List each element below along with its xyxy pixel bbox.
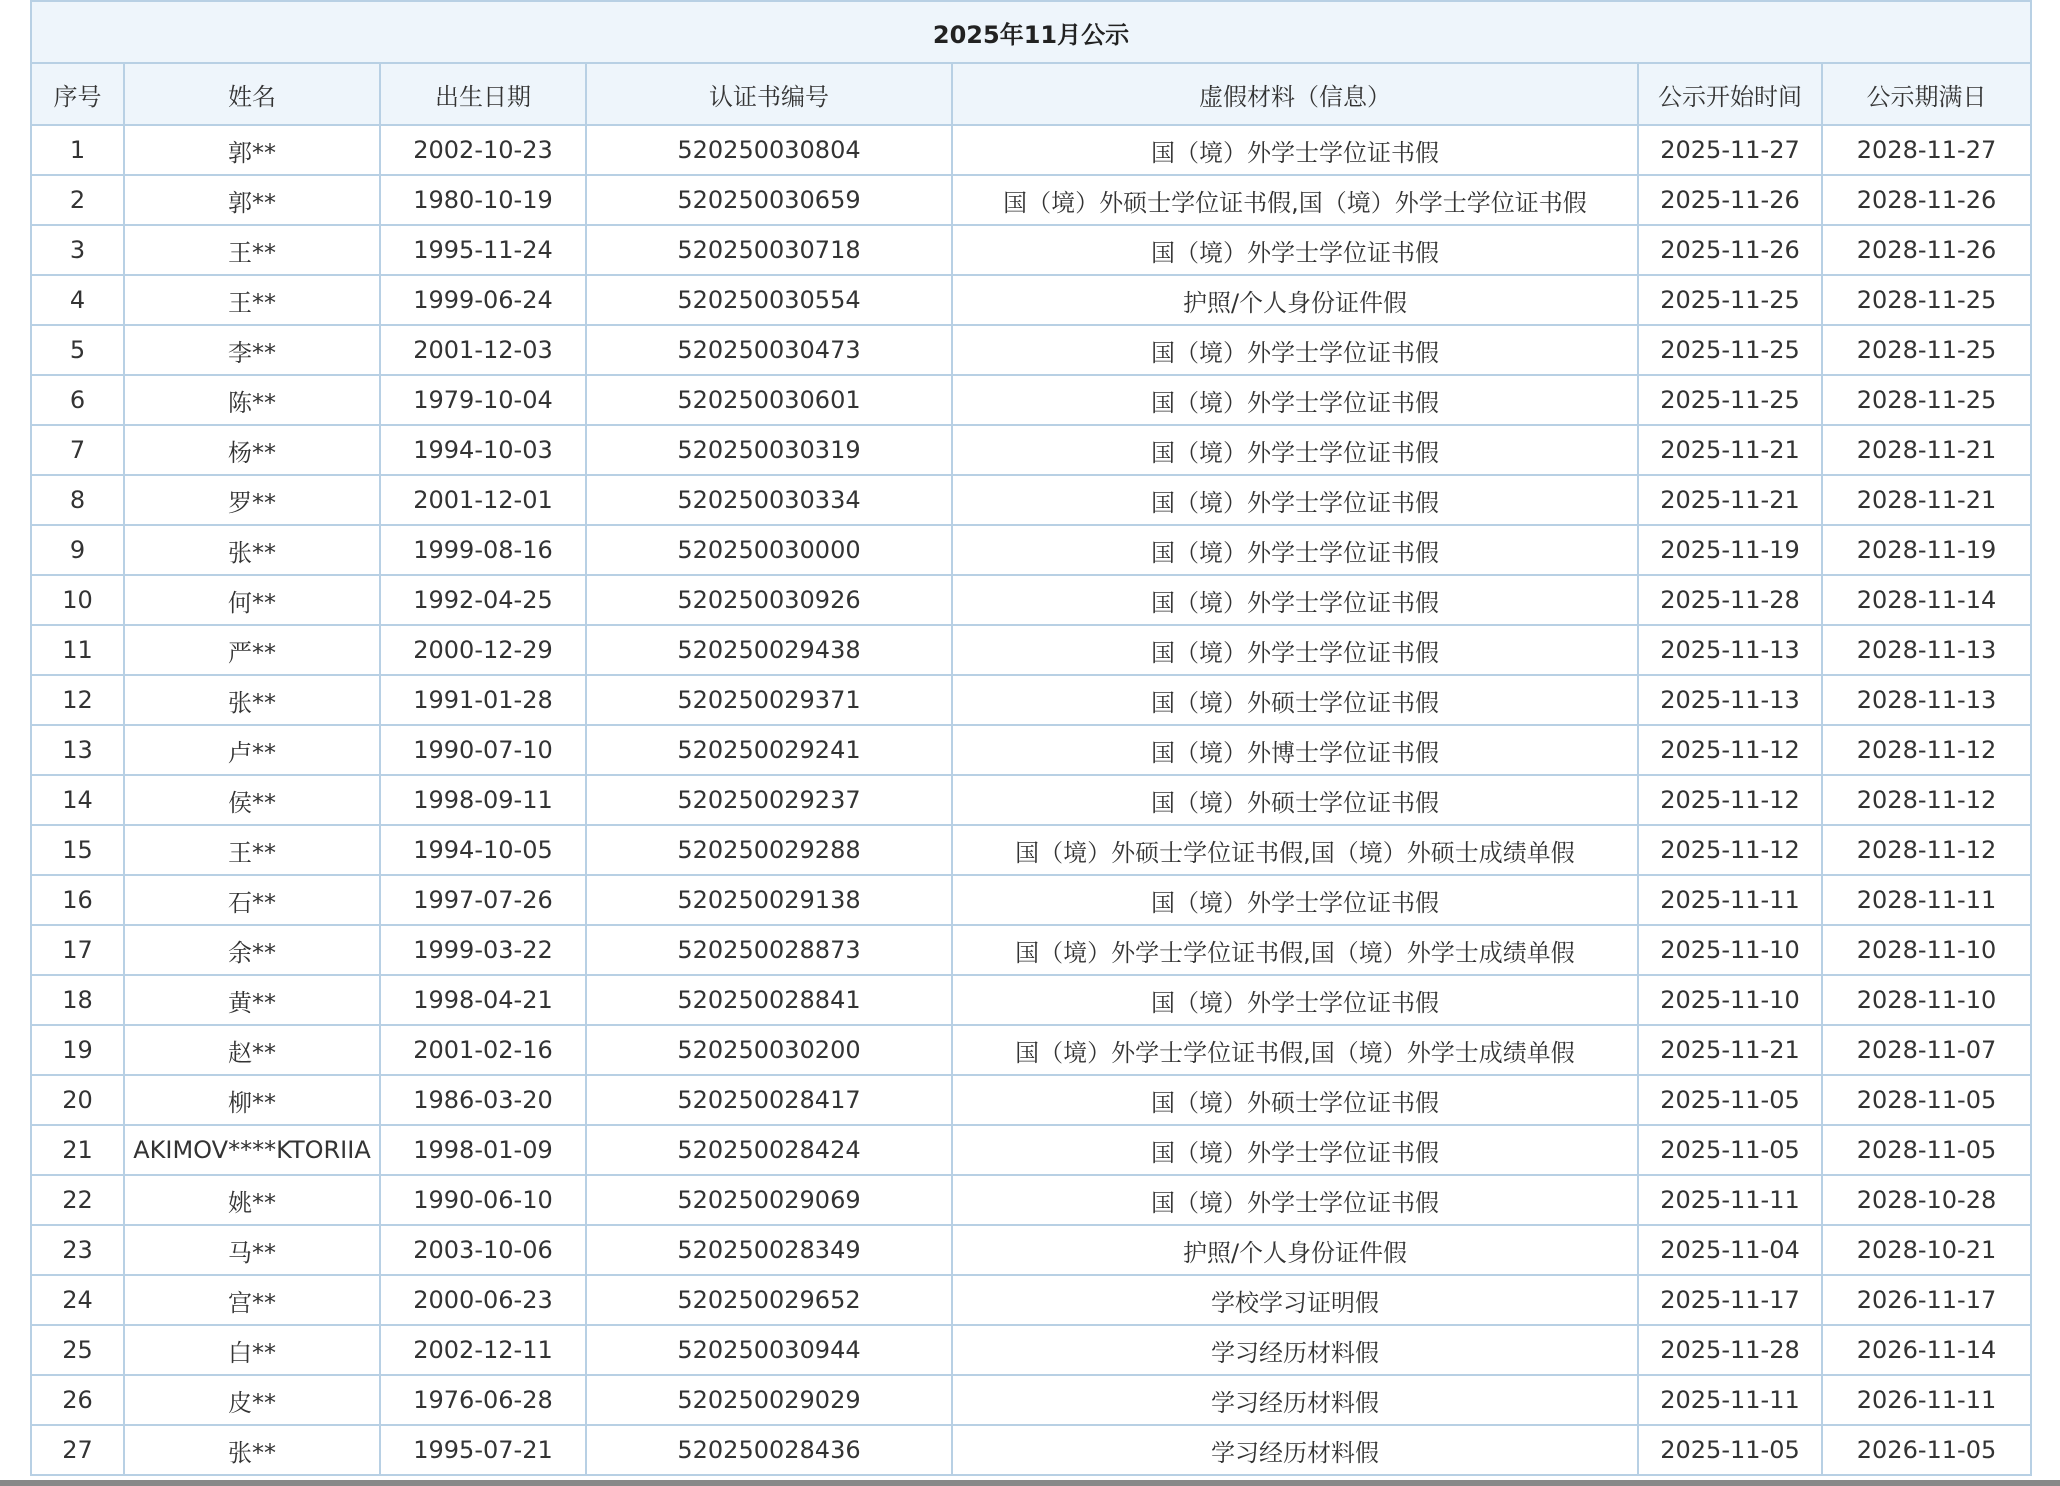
cell-certificate-number: 520250028841 (586, 975, 952, 1025)
cell-notice-end: 2028-11-05 (1822, 1125, 2031, 1175)
cell-notice-end: 2028-11-12 (1822, 825, 2031, 875)
cell-certificate-number: 520250029069 (586, 1175, 952, 1225)
cell-name: 张** (124, 1425, 380, 1475)
table-row (31, 1375, 2031, 1425)
cell-false-material: 国（境）外学士学位证书假 (952, 875, 1638, 925)
cell-certificate-number: 520250030601 (586, 375, 952, 425)
notice-table-container (30, 0, 2030, 1476)
cell-name: 郭** (124, 175, 380, 225)
table-row (31, 225, 2031, 275)
header-birth-date: 出生日期 (380, 63, 586, 125)
cell-birth-date: 2001-12-03 (380, 325, 586, 375)
cell-certificate-number: 520250029288 (586, 825, 952, 875)
cell-notice-end: 2028-11-10 (1822, 975, 2031, 1025)
cell-notice-end: 2028-11-21 (1822, 425, 2031, 475)
cell-birth-date: 1980-10-19 (380, 175, 586, 225)
cell-certificate-number: 520250029652 (586, 1275, 952, 1325)
cell-notice-start: 2025-11-10 (1638, 925, 1822, 975)
cell-notice-end: 2028-10-21 (1822, 1225, 2031, 1275)
cell-notice-end: 2028-11-13 (1822, 625, 2031, 675)
cell-birth-date: 2001-12-01 (380, 475, 586, 525)
cell-name: 郭** (124, 125, 380, 175)
cell-name: 李** (124, 325, 380, 375)
cell-false-material: 护照/个人身份证件假 (952, 275, 1638, 325)
cell-notice-start: 2025-11-12 (1638, 825, 1822, 875)
header-notice-start: 公示开始时间 (1638, 63, 1822, 125)
table-row (31, 1075, 2031, 1125)
cell-false-material: 国（境）外学士学位证书假 (952, 125, 1638, 175)
cell-certificate-number: 520250029438 (586, 625, 952, 675)
cell-false-material: 国（境）外硕士学位证书假 (952, 675, 1638, 725)
cell-birth-date: 1990-06-10 (380, 1175, 586, 1225)
table-row (31, 375, 2031, 425)
cell-false-material: 国（境）外学士学位证书假 (952, 1175, 1638, 1225)
cell-certificate-number: 520250030554 (586, 275, 952, 325)
table-row (31, 925, 2031, 975)
cell-certificate-number: 520250030334 (586, 475, 952, 525)
cell-birth-date: 1999-06-24 (380, 275, 586, 325)
cell-index: 4 (31, 275, 124, 325)
cell-certificate-number: 520250028436 (586, 1425, 952, 1475)
cell-notice-start: 2025-11-25 (1638, 325, 1822, 375)
cell-false-material: 国（境）外学士学位证书假 (952, 975, 1638, 1025)
cell-index: 11 (31, 625, 124, 675)
table-caption-row (31, 1, 2031, 63)
cell-notice-start: 2025-11-12 (1638, 725, 1822, 775)
cell-false-material: 国（境）外博士学位证书假 (952, 725, 1638, 775)
cell-index: 18 (31, 975, 124, 1025)
table-row (31, 1025, 2031, 1075)
cell-index: 19 (31, 1025, 124, 1075)
cell-notice-start: 2025-11-25 (1638, 375, 1822, 425)
table-row (31, 875, 2031, 925)
cell-birth-date: 1998-09-11 (380, 775, 586, 825)
cell-birth-date: 1995-11-24 (380, 225, 586, 275)
table-row (31, 775, 2031, 825)
cell-index: 6 (31, 375, 124, 425)
cell-name: 王** (124, 225, 380, 275)
cell-notice-end: 2028-11-11 (1822, 875, 2031, 925)
cell-index: 26 (31, 1375, 124, 1425)
cell-birth-date: 2002-10-23 (380, 125, 586, 175)
cell-notice-start: 2025-11-11 (1638, 875, 1822, 925)
table-row (31, 325, 2031, 375)
cell-false-material: 国（境）外学士学位证书假 (952, 425, 1638, 475)
cell-certificate-number: 520250030718 (586, 225, 952, 275)
cell-birth-date: 2001-02-16 (380, 1025, 586, 1075)
cell-name: 黄** (124, 975, 380, 1025)
cell-index: 3 (31, 225, 124, 275)
cell-notice-start: 2025-11-05 (1638, 1425, 1822, 1475)
header-name: 姓名 (124, 63, 380, 125)
cell-certificate-number: 520250030200 (586, 1025, 952, 1075)
cell-certificate-number: 520250030000 (586, 525, 952, 575)
cell-index: 23 (31, 1225, 124, 1275)
cell-index: 14 (31, 775, 124, 825)
cell-notice-end: 2028-11-10 (1822, 925, 2031, 975)
table-row (31, 475, 2031, 525)
table-row (31, 425, 2031, 475)
cell-name: 赵** (124, 1025, 380, 1075)
cell-notice-end: 2028-11-27 (1822, 125, 2031, 175)
cell-name: 罗** (124, 475, 380, 525)
cell-false-material: 护照/个人身份证件假 (952, 1225, 1638, 1275)
cell-birth-date: 2000-06-23 (380, 1275, 586, 1325)
cell-certificate-number: 520250029138 (586, 875, 952, 925)
cell-false-material: 国（境）外学士学位证书假 (952, 525, 1638, 575)
table-row (31, 675, 2031, 725)
cell-birth-date: 1979-10-04 (380, 375, 586, 425)
cell-notice-start: 2025-11-05 (1638, 1075, 1822, 1125)
cell-index: 1 (31, 125, 124, 175)
cell-name: 宫** (124, 1275, 380, 1325)
cell-notice-start: 2025-11-04 (1638, 1225, 1822, 1275)
cell-name: 陈** (124, 375, 380, 425)
cell-notice-end: 2028-11-25 (1822, 275, 2031, 325)
cell-index: 7 (31, 425, 124, 475)
table-row (31, 825, 2031, 875)
cell-false-material: 国（境）外学士学位证书假 (952, 375, 1638, 425)
table-row (31, 1275, 2031, 1325)
cell-index: 24 (31, 1275, 124, 1325)
cell-name: 白** (124, 1325, 380, 1375)
cell-name: 严** (124, 625, 380, 675)
bottom-divider (0, 1480, 2060, 1486)
table-row (31, 175, 2031, 225)
cell-certificate-number: 520250030473 (586, 325, 952, 375)
cell-name: 皮** (124, 1375, 380, 1425)
cell-false-material: 国（境）外学士学位证书假 (952, 225, 1638, 275)
cell-index: 9 (31, 525, 124, 575)
cell-birth-date: 1998-04-21 (380, 975, 586, 1025)
cell-notice-end: 2026-11-14 (1822, 1325, 2031, 1375)
cell-index: 8 (31, 475, 124, 525)
cell-notice-end: 2028-11-19 (1822, 525, 2031, 575)
cell-name: 石** (124, 875, 380, 925)
table-row (31, 1225, 2031, 1275)
table-row (31, 725, 2031, 775)
cell-certificate-number: 520250029241 (586, 725, 952, 775)
cell-notice-start: 2025-11-19 (1638, 525, 1822, 575)
cell-notice-start: 2025-11-11 (1638, 1175, 1822, 1225)
cell-name: 卢** (124, 725, 380, 775)
cell-notice-start: 2025-11-10 (1638, 975, 1822, 1025)
cell-certificate-number: 520250028424 (586, 1125, 952, 1175)
cell-false-material: 学习经历材料假 (952, 1325, 1638, 1375)
cell-name: 张** (124, 675, 380, 725)
cell-name: 姚** (124, 1175, 380, 1225)
cell-notice-start: 2025-11-12 (1638, 775, 1822, 825)
cell-certificate-number: 520250030944 (586, 1325, 952, 1375)
cell-notice-start: 2025-11-28 (1638, 575, 1822, 625)
cell-notice-end: 2028-11-13 (1822, 675, 2031, 725)
table-row (31, 125, 2031, 175)
cell-birth-date: 1991-01-28 (380, 675, 586, 725)
cell-birth-date: 1986-03-20 (380, 1075, 586, 1125)
cell-name: 马** (124, 1225, 380, 1275)
notice-table (30, 0, 2032, 1476)
header-index: 序号 (31, 63, 124, 125)
cell-notice-end: 2028-11-14 (1822, 575, 2031, 625)
cell-name: 王** (124, 275, 380, 325)
cell-birth-date: 1990-07-10 (380, 725, 586, 775)
cell-notice-end: 2026-11-17 (1822, 1275, 2031, 1325)
cell-notice-start: 2025-11-17 (1638, 1275, 1822, 1325)
cell-certificate-number: 520250030804 (586, 125, 952, 175)
cell-name: 余** (124, 925, 380, 975)
cell-index: 21 (31, 1125, 124, 1175)
cell-notice-start: 2025-11-28 (1638, 1325, 1822, 1375)
header-notice-end: 公示期满日 (1822, 63, 2031, 125)
cell-notice-start: 2025-11-25 (1638, 275, 1822, 325)
cell-name: 杨** (124, 425, 380, 475)
cell-notice-end: 2028-11-25 (1822, 325, 2031, 375)
cell-false-material: 国（境）外学士学位证书假 (952, 625, 1638, 675)
cell-notice-end: 2028-11-26 (1822, 175, 2031, 225)
cell-false-material: 国（境）外学士学位证书假 (952, 1125, 1638, 1175)
cell-false-material: 学校学习证明假 (952, 1275, 1638, 1325)
cell-false-material: 国（境）外学士学位证书假,国（境）外学士成绩单假 (952, 1025, 1638, 1075)
cell-notice-start: 2025-11-13 (1638, 625, 1822, 675)
cell-notice-end: 2028-11-25 (1822, 375, 2031, 425)
cell-false-material: 学习经历材料假 (952, 1375, 1638, 1425)
cell-notice-end: 2028-11-12 (1822, 775, 2031, 825)
cell-certificate-number: 520250030319 (586, 425, 952, 475)
cell-false-material: 学习经历材料假 (952, 1425, 1638, 1475)
table-header-row (31, 63, 2031, 125)
cell-false-material: 国（境）外学士学位证书假 (952, 475, 1638, 525)
cell-index: 13 (31, 725, 124, 775)
cell-false-material: 国（境）外学士学位证书假,国（境）外学士成绩单假 (952, 925, 1638, 975)
cell-index: 5 (31, 325, 124, 375)
cell-birth-date: 1998-01-09 (380, 1125, 586, 1175)
cell-false-material: 国（境）外硕士学位证书假 (952, 775, 1638, 825)
cell-false-material: 国（境）外学士学位证书假 (952, 325, 1638, 375)
header-certificate-number: 认证书编号 (586, 63, 952, 125)
cell-birth-date: 1992-04-25 (380, 575, 586, 625)
cell-notice-start: 2025-11-27 (1638, 125, 1822, 175)
cell-index: 16 (31, 875, 124, 925)
cell-certificate-number: 520250029029 (586, 1375, 952, 1425)
table-row (31, 525, 2031, 575)
cell-index: 2 (31, 175, 124, 225)
table-body (31, 125, 2031, 1475)
header-false-material: 虚假材料（信息） (952, 63, 1638, 125)
cell-notice-end: 2026-11-05 (1822, 1425, 2031, 1475)
cell-notice-start: 2025-11-11 (1638, 1375, 1822, 1425)
table-row (31, 1175, 2031, 1225)
table-row (31, 575, 2031, 625)
cell-notice-start: 2025-11-13 (1638, 675, 1822, 725)
cell-name: 张** (124, 525, 380, 575)
cell-notice-end: 2028-11-07 (1822, 1025, 2031, 1075)
cell-index: 12 (31, 675, 124, 725)
cell-false-material: 国（境）外硕士学位证书假,国（境）外硕士成绩单假 (952, 825, 1638, 875)
cell-birth-date: 1999-08-16 (380, 525, 586, 575)
cell-certificate-number: 520250030659 (586, 175, 952, 225)
table-row (31, 1425, 2031, 1475)
cell-notice-end: 2028-10-28 (1822, 1175, 2031, 1225)
cell-certificate-number: 520250029237 (586, 775, 952, 825)
cell-certificate-number: 520250028417 (586, 1075, 952, 1125)
cell-index: 22 (31, 1175, 124, 1225)
cell-index: 17 (31, 925, 124, 975)
table-row (31, 975, 2031, 1025)
cell-notice-end: 2028-11-21 (1822, 475, 2031, 525)
cell-notice-start: 2025-11-21 (1638, 425, 1822, 475)
cell-name: AKIMOV****KTORIIA (124, 1125, 380, 1175)
cell-false-material: 国（境）外硕士学位证书假 (952, 1075, 1638, 1125)
cell-name: 王** (124, 825, 380, 875)
cell-notice-start: 2025-11-26 (1638, 225, 1822, 275)
cell-certificate-number: 520250028873 (586, 925, 952, 975)
cell-notice-start: 2025-11-21 (1638, 475, 1822, 525)
cell-notice-end: 2028-11-05 (1822, 1075, 2031, 1125)
cell-birth-date: 1994-10-03 (380, 425, 586, 475)
cell-name: 何** (124, 575, 380, 625)
cell-birth-date: 1997-07-26 (380, 875, 586, 925)
table-row (31, 275, 2031, 325)
cell-notice-end: 2028-11-26 (1822, 225, 2031, 275)
table-row (31, 1125, 2031, 1175)
cell-birth-date: 2003-10-06 (380, 1225, 586, 1275)
cell-birth-date: 1999-03-22 (380, 925, 586, 975)
table-row (31, 1325, 2031, 1375)
cell-index: 20 (31, 1075, 124, 1125)
cell-certificate-number: 520250030926 (586, 575, 952, 625)
cell-index: 27 (31, 1425, 124, 1475)
cell-birth-date: 2000-12-29 (380, 625, 586, 675)
cell-notice-end: 2026-11-11 (1822, 1375, 2031, 1425)
cell-notice-start: 2025-11-26 (1638, 175, 1822, 225)
cell-certificate-number: 520250028349 (586, 1225, 952, 1275)
cell-false-material: 国（境）外学士学位证书假 (952, 575, 1638, 625)
cell-birth-date: 1976-06-28 (380, 1375, 586, 1425)
cell-name: 侯** (124, 775, 380, 825)
cell-birth-date: 1994-10-05 (380, 825, 586, 875)
cell-birth-date: 1995-07-21 (380, 1425, 586, 1475)
cell-certificate-number: 520250029371 (586, 675, 952, 725)
cell-index: 15 (31, 825, 124, 875)
cell-index: 25 (31, 1325, 124, 1375)
table-row (31, 625, 2031, 675)
cell-birth-date: 2002-12-11 (380, 1325, 586, 1375)
cell-index: 10 (31, 575, 124, 625)
cell-false-material: 国（境）外硕士学位证书假,国（境）外学士学位证书假 (952, 175, 1638, 225)
cell-notice-start: 2025-11-21 (1638, 1025, 1822, 1075)
cell-notice-start: 2025-11-05 (1638, 1125, 1822, 1175)
table-title: 2025年11月公示 (31, 1, 2031, 63)
cell-notice-end: 2028-11-12 (1822, 725, 2031, 775)
cell-name: 柳** (124, 1075, 380, 1125)
